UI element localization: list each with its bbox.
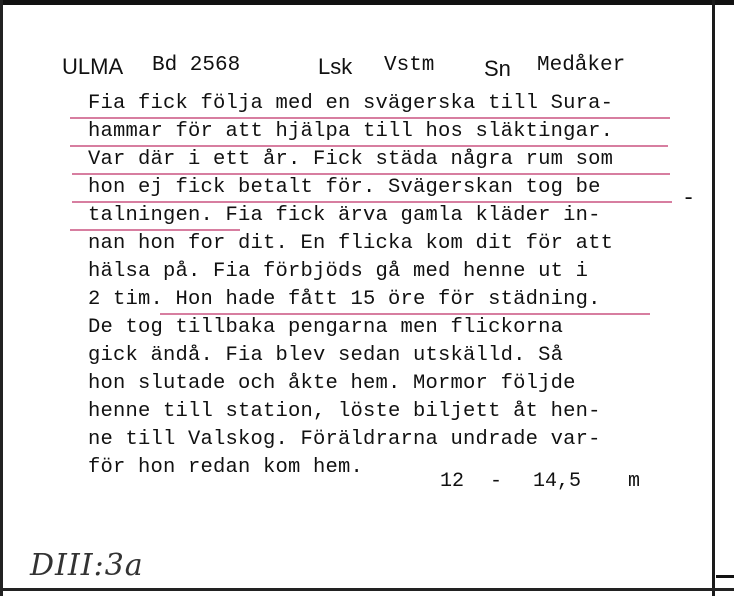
card-header [0,54,712,84]
measure-unit: m [628,470,641,493]
text-line-6: nan hon for dit. En flicka kom dit för att [88,232,614,255]
archive-code: ULMA [62,54,124,79]
highlight-underline-5 [70,229,240,231]
text-line-4: hon ej fick betalt för. Svägerskan tog be [88,176,601,199]
text-line-11: hon slutade och åkte hem. Mormor följde [88,372,576,395]
card-bottom-edge [0,588,734,591]
volume-number: Bd 2568 [152,54,241,77]
text-line-10: gick ändå. Fia blev sedan utskälld. Så [88,344,564,367]
margin-mark: - [682,186,696,211]
highlight-underline-4 [72,201,672,203]
county-label: Lsk [318,54,353,79]
measure-from: 12 [440,470,465,493]
text-line-7: hälsa på. Fia förbjöds gå med henne ut i [88,260,589,283]
county-value: Vstm [384,54,435,77]
measure-dash: - [490,470,503,493]
handwritten-signature: DIII:3a [30,548,144,583]
text-line-13: ne till Valskog. Föräldrarna undrade var- [88,428,601,451]
highlight-underline-6 [160,313,650,315]
text-line-2: hammar för att hjälpa till hos släktingar. [88,120,614,143]
card-left-edge [0,0,3,596]
text-line-9: De tog tillbaka pengarna men flickorna [88,316,564,339]
card-right-edge [712,0,715,596]
text-line-8: 2 tim. Hon hade fått 15 öre för städning. [88,288,601,311]
card-top-edge [0,0,734,5]
text-line-14: för hon redan kom hem. [88,456,364,479]
measure-to: 14,5 [533,470,582,493]
text-line-3: Var där i ett år. Fick städa några rum som [88,148,614,171]
highlight-underline-1 [70,117,670,119]
corner-tick [716,575,734,578]
highlight-underline-3 [72,173,670,175]
parish-value: Medåker [537,54,626,77]
text-line-5: talningen. Fia fick ärva gamla kläder in- [88,204,601,227]
text-line-1: Fia fick följa med en svägerska till Sura- [88,92,614,115]
text-line-12: henne till station, löste biljett åt hen- [88,400,601,423]
parish-label: Sn [484,56,511,81]
highlight-underline-2 [70,145,668,147]
